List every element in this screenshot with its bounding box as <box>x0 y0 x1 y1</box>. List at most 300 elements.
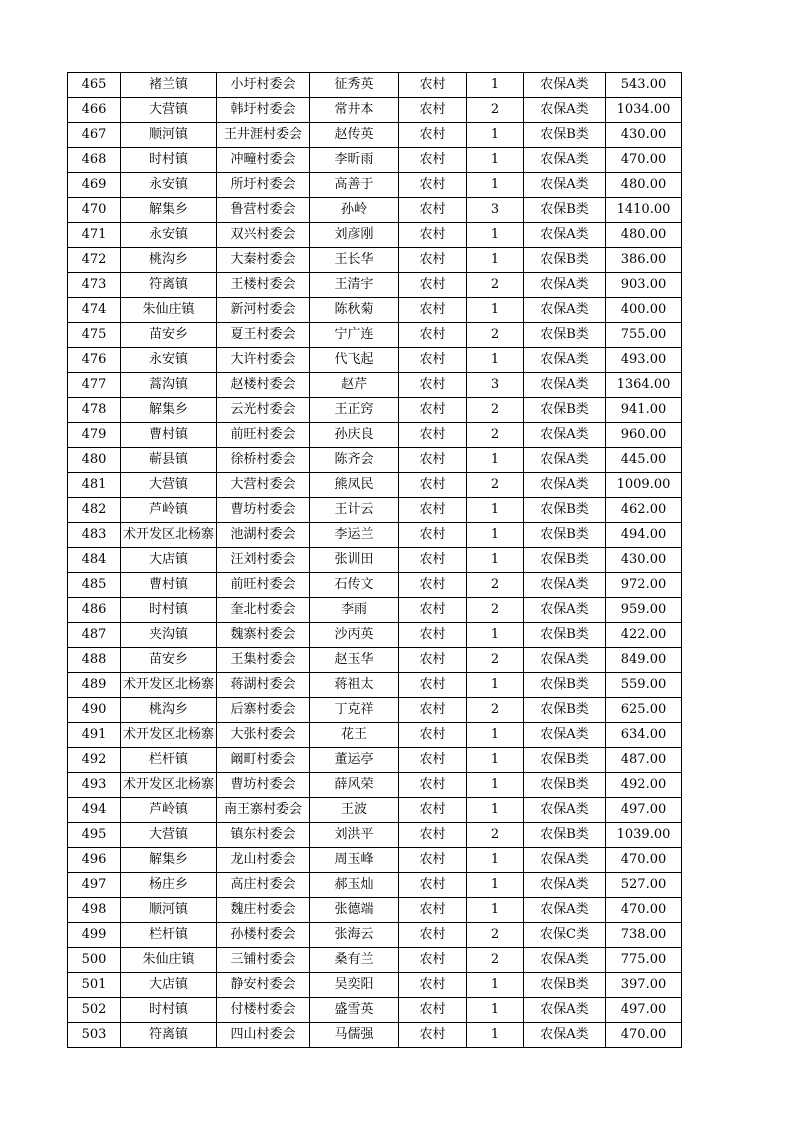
area-cell: 农村 <box>399 973 467 998</box>
area-cell: 农村 <box>399 473 467 498</box>
area-cell: 农村 <box>399 223 467 248</box>
area-cell: 农村 <box>399 398 467 423</box>
area-cell: 农村 <box>399 273 467 298</box>
category-cell: 农保A类 <box>524 1023 606 1048</box>
household-count-cell: 1 <box>467 298 524 323</box>
village-cell: 韩圩村委会 <box>217 98 310 123</box>
area-cell: 农村 <box>399 148 467 173</box>
category-cell: 农保B类 <box>524 123 606 148</box>
row-number: 485 <box>68 573 121 598</box>
village-cell: 王楼村委会 <box>217 273 310 298</box>
name-cell: 陈秋菊 <box>310 298 399 323</box>
household-count-cell: 1 <box>467 723 524 748</box>
village-cell: 鲁营村委会 <box>217 198 310 223</box>
amount-cell: 634.00 <box>606 723 682 748</box>
village-cell: 所圩村委会 <box>217 173 310 198</box>
table-row <box>68 223 682 248</box>
household-count-cell: 1 <box>467 973 524 998</box>
category-cell: 农保A类 <box>524 573 606 598</box>
household-count-cell: 2 <box>467 648 524 673</box>
area-cell: 农村 <box>399 498 467 523</box>
table-row <box>68 423 682 448</box>
household-count-cell: 2 <box>467 823 524 848</box>
category-cell: 农保B类 <box>524 198 606 223</box>
household-count-cell: 1 <box>467 523 524 548</box>
row-number: 465 <box>68 73 121 98</box>
area-cell: 农村 <box>399 198 467 223</box>
village-cell: 大营村委会 <box>217 473 310 498</box>
amount-cell: 470.00 <box>606 898 682 923</box>
township-cell: 术开发区北杨寨 <box>121 673 217 698</box>
name-cell: 宁广连 <box>310 323 399 348</box>
row-number: 478 <box>68 398 121 423</box>
category-cell: 农保A类 <box>524 373 606 398</box>
row-number: 497 <box>68 873 121 898</box>
name-cell: 薛风荣 <box>310 773 399 798</box>
row-number: 486 <box>68 598 121 623</box>
name-cell: 王清宇 <box>310 273 399 298</box>
amount-cell: 960.00 <box>606 423 682 448</box>
table-row <box>68 598 682 623</box>
row-number: 477 <box>68 373 121 398</box>
village-cell: 四山村委会 <box>217 1023 310 1048</box>
table-row <box>68 273 682 298</box>
township-cell: 大店镇 <box>121 548 217 573</box>
row-number: 471 <box>68 223 121 248</box>
township-cell: 蒿沟镇 <box>121 373 217 398</box>
village-cell: 新河村委会 <box>217 298 310 323</box>
category-cell: 农保B类 <box>524 698 606 723</box>
village-cell: 后寨村委会 <box>217 698 310 723</box>
area-cell: 农村 <box>399 73 467 98</box>
area-cell: 农村 <box>399 998 467 1023</box>
village-cell: 汪刘村委会 <box>217 548 310 573</box>
amount-cell: 493.00 <box>606 348 682 373</box>
household-count-cell: 1 <box>467 173 524 198</box>
amount-cell: 462.00 <box>606 498 682 523</box>
amount-cell: 494.00 <box>606 523 682 548</box>
village-cell: 奎北村委会 <box>217 598 310 623</box>
township-cell: 永安镇 <box>121 348 217 373</box>
table-row <box>68 173 682 198</box>
table-row <box>68 498 682 523</box>
village-cell: 大张村委会 <box>217 723 310 748</box>
area-cell: 农村 <box>399 873 467 898</box>
area-cell: 农村 <box>399 698 467 723</box>
village-cell: 镇东村委会 <box>217 823 310 848</box>
village-cell: 冲疃村委会 <box>217 148 310 173</box>
township-cell: 栏杆镇 <box>121 923 217 948</box>
township-cell: 栏杆镇 <box>121 748 217 773</box>
area-cell: 农村 <box>399 248 467 273</box>
row-number: 476 <box>68 348 121 373</box>
amount-cell: 941.00 <box>606 398 682 423</box>
village-cell: 徐桥村委会 <box>217 448 310 473</box>
category-cell: 农保A类 <box>524 723 606 748</box>
category-cell: 农保A类 <box>524 273 606 298</box>
amount-cell: 497.00 <box>606 998 682 1023</box>
name-cell: 郝玉灿 <box>310 873 399 898</box>
area-cell: 农村 <box>399 898 467 923</box>
table-row <box>68 323 682 348</box>
township-cell: 芦岭镇 <box>121 798 217 823</box>
name-cell: 李雨 <box>310 598 399 623</box>
township-cell: 曹村镇 <box>121 573 217 598</box>
name-cell: 王计云 <box>310 498 399 523</box>
household-count-cell: 1 <box>467 498 524 523</box>
table-row <box>68 898 682 923</box>
name-cell: 赵玉华 <box>310 648 399 673</box>
household-count-cell: 1 <box>467 623 524 648</box>
area-cell: 农村 <box>399 323 467 348</box>
table-row <box>68 248 682 273</box>
table-row <box>68 873 682 898</box>
township-cell: 术开发区北杨寨 <box>121 523 217 548</box>
amount-cell: 959.00 <box>606 598 682 623</box>
name-cell: 花王 <box>310 723 399 748</box>
amount-cell: 492.00 <box>606 773 682 798</box>
township-cell: 桃沟乡 <box>121 248 217 273</box>
township-cell: 褚兰镇 <box>121 73 217 98</box>
village-cell: 王集村委会 <box>217 648 310 673</box>
amount-cell: 430.00 <box>606 548 682 573</box>
area-cell: 农村 <box>399 723 467 748</box>
household-count-cell: 2 <box>467 423 524 448</box>
category-cell: 农保B类 <box>524 748 606 773</box>
township-cell: 术开发区北杨寨 <box>121 773 217 798</box>
area-cell: 农村 <box>399 773 467 798</box>
row-number: 495 <box>68 823 121 848</box>
township-cell: 顺河镇 <box>121 123 217 148</box>
row-number: 470 <box>68 198 121 223</box>
row-number: 491 <box>68 723 121 748</box>
category-cell: 农保A类 <box>524 948 606 973</box>
township-cell: 朱仙庄镇 <box>121 948 217 973</box>
village-cell: 龙山村委会 <box>217 848 310 873</box>
table-row <box>68 573 682 598</box>
amount-cell: 755.00 <box>606 323 682 348</box>
amount-cell: 559.00 <box>606 673 682 698</box>
table-row <box>68 373 682 398</box>
row-number: 472 <box>68 248 121 273</box>
category-cell: 农保B类 <box>524 498 606 523</box>
table-row <box>68 123 682 148</box>
household-count-cell: 1 <box>467 748 524 773</box>
household-count-cell: 1 <box>467 348 524 373</box>
village-cell: 曹坊村委会 <box>217 498 310 523</box>
area-cell: 农村 <box>399 598 467 623</box>
category-cell: 农保A类 <box>524 898 606 923</box>
amount-cell: 1364.00 <box>606 373 682 398</box>
table-row <box>68 1023 682 1048</box>
row-number: 500 <box>68 948 121 973</box>
row-number: 466 <box>68 98 121 123</box>
household-count-cell: 2 <box>467 698 524 723</box>
table-row <box>68 198 682 223</box>
table-row <box>68 523 682 548</box>
name-cell: 吴奕阳 <box>310 973 399 998</box>
township-cell: 大营镇 <box>121 98 217 123</box>
category-cell: 农保A类 <box>524 173 606 198</box>
household-count-cell: 1 <box>467 1023 524 1048</box>
area-cell: 农村 <box>399 748 467 773</box>
amount-cell: 775.00 <box>606 948 682 973</box>
category-cell: 农保B类 <box>524 523 606 548</box>
area-cell: 农村 <box>399 298 467 323</box>
amount-cell: 738.00 <box>606 923 682 948</box>
records-table <box>67 72 682 1048</box>
village-cell: 大许村委会 <box>217 348 310 373</box>
area-cell: 农村 <box>399 1023 467 1048</box>
amount-cell: 1034.00 <box>606 98 682 123</box>
name-cell: 常井本 <box>310 98 399 123</box>
name-cell: 征秀英 <box>310 73 399 98</box>
row-number: 496 <box>68 848 121 873</box>
table-row <box>68 973 682 998</box>
category-cell: 农保A类 <box>524 73 606 98</box>
row-number: 498 <box>68 898 121 923</box>
township-cell: 朱仙庄镇 <box>121 298 217 323</box>
amount-cell: 430.00 <box>606 123 682 148</box>
township-cell: 苗安乡 <box>121 323 217 348</box>
row-number: 475 <box>68 323 121 348</box>
name-cell: 陈齐会 <box>310 448 399 473</box>
household-count-cell: 2 <box>467 98 524 123</box>
township-cell: 蕲县镇 <box>121 448 217 473</box>
village-cell: 小圩村委会 <box>217 73 310 98</box>
name-cell: 张德端 <box>310 898 399 923</box>
amount-cell: 543.00 <box>606 73 682 98</box>
category-cell: 农保C类 <box>524 923 606 948</box>
row-number: 493 <box>68 773 121 798</box>
category-cell: 农保B类 <box>524 548 606 573</box>
area-cell: 农村 <box>399 623 467 648</box>
row-number: 481 <box>68 473 121 498</box>
township-cell: 永安镇 <box>121 173 217 198</box>
area-cell: 农村 <box>399 923 467 948</box>
area-cell: 农村 <box>399 373 467 398</box>
household-count-cell: 1 <box>467 673 524 698</box>
category-cell: 农保B类 <box>524 773 606 798</box>
table-row <box>68 98 682 123</box>
category-cell: 农保B类 <box>524 823 606 848</box>
township-cell: 芦岭镇 <box>121 498 217 523</box>
household-count-cell: 3 <box>467 198 524 223</box>
category-cell: 农保A类 <box>524 998 606 1023</box>
table-row <box>68 73 682 98</box>
amount-cell: 470.00 <box>606 848 682 873</box>
area-cell: 农村 <box>399 173 467 198</box>
category-cell: 农保A类 <box>524 448 606 473</box>
table-row <box>68 298 682 323</box>
row-number: 482 <box>68 498 121 523</box>
name-cell: 高善于 <box>310 173 399 198</box>
township-cell: 大营镇 <box>121 823 217 848</box>
amount-cell: 1410.00 <box>606 198 682 223</box>
category-cell: 农保B类 <box>524 623 606 648</box>
table-row <box>68 998 682 1023</box>
row-number: 494 <box>68 798 121 823</box>
household-count-cell: 1 <box>467 123 524 148</box>
area-cell: 农村 <box>399 123 467 148</box>
household-count-cell: 2 <box>467 323 524 348</box>
category-cell: 农保A类 <box>524 473 606 498</box>
row-number: 501 <box>68 973 121 998</box>
township-cell: 符离镇 <box>121 1023 217 1048</box>
village-cell: 南王寨村委会 <box>217 798 310 823</box>
row-number: 480 <box>68 448 121 473</box>
amount-cell: 480.00 <box>606 223 682 248</box>
household-count-cell: 2 <box>467 598 524 623</box>
township-cell: 曹村镇 <box>121 423 217 448</box>
township-cell: 时村镇 <box>121 998 217 1023</box>
table-row <box>68 698 682 723</box>
row-number: 490 <box>68 698 121 723</box>
household-count-cell: 2 <box>467 948 524 973</box>
household-count-cell: 1 <box>467 848 524 873</box>
table-row <box>68 798 682 823</box>
township-cell: 术开发区北杨寨 <box>121 723 217 748</box>
row-number: 487 <box>68 623 121 648</box>
name-cell: 张海云 <box>310 923 399 948</box>
amount-cell: 1009.00 <box>606 473 682 498</box>
household-count-cell: 1 <box>467 798 524 823</box>
name-cell: 蒋祖太 <box>310 673 399 698</box>
area-cell: 农村 <box>399 848 467 873</box>
category-cell: 农保A类 <box>524 598 606 623</box>
village-cell: 静安村委会 <box>217 973 310 998</box>
township-cell: 夹沟镇 <box>121 623 217 648</box>
village-cell: 前旺村委会 <box>217 573 310 598</box>
household-count-cell: 1 <box>467 448 524 473</box>
amount-cell: 903.00 <box>606 273 682 298</box>
category-cell: 农保B类 <box>524 248 606 273</box>
township-cell: 时村镇 <box>121 598 217 623</box>
row-number: 483 <box>68 523 121 548</box>
household-count-cell: 1 <box>467 548 524 573</box>
category-cell: 农保B类 <box>524 398 606 423</box>
name-cell: 沙丙英 <box>310 623 399 648</box>
category-cell: 农保A类 <box>524 98 606 123</box>
category-cell: 农保A类 <box>524 648 606 673</box>
household-count-cell: 1 <box>467 998 524 1023</box>
name-cell: 王正窍 <box>310 398 399 423</box>
village-cell: 高庄村委会 <box>217 873 310 898</box>
household-count-cell: 1 <box>467 223 524 248</box>
amount-cell: 470.00 <box>606 1023 682 1048</box>
area-cell: 农村 <box>399 823 467 848</box>
table-row <box>68 948 682 973</box>
row-number: 474 <box>68 298 121 323</box>
village-cell: 付楼村委会 <box>217 998 310 1023</box>
category-cell: 农保B类 <box>524 673 606 698</box>
category-cell: 农保A类 <box>524 848 606 873</box>
name-cell: 石传文 <box>310 573 399 598</box>
township-cell: 杨庄乡 <box>121 873 217 898</box>
name-cell: 李运兰 <box>310 523 399 548</box>
table-row <box>68 648 682 673</box>
table-row <box>68 848 682 873</box>
village-cell: 池湖村委会 <box>217 523 310 548</box>
household-count-cell: 1 <box>467 873 524 898</box>
amount-cell: 487.00 <box>606 748 682 773</box>
township-cell: 大店镇 <box>121 973 217 998</box>
area-cell: 农村 <box>399 548 467 573</box>
area-cell: 农村 <box>399 523 467 548</box>
village-cell: 魏庄村委会 <box>217 898 310 923</box>
name-cell: 孙岭 <box>310 198 399 223</box>
name-cell: 刘洪平 <box>310 823 399 848</box>
table-row <box>68 148 682 173</box>
name-cell: 赵传英 <box>310 123 399 148</box>
township-cell: 大营镇 <box>121 473 217 498</box>
row-number: 468 <box>68 148 121 173</box>
household-count-cell: 1 <box>467 898 524 923</box>
table-row <box>68 623 682 648</box>
household-count-cell: 1 <box>467 248 524 273</box>
amount-cell: 1039.00 <box>606 823 682 848</box>
household-count-cell: 2 <box>467 573 524 598</box>
row-number: 502 <box>68 998 121 1023</box>
table-row <box>68 448 682 473</box>
row-number: 469 <box>68 173 121 198</box>
name-cell: 董运亭 <box>310 748 399 773</box>
village-cell: 魏寨村委会 <box>217 623 310 648</box>
category-cell: 农保B类 <box>524 323 606 348</box>
category-cell: 农保B类 <box>524 973 606 998</box>
row-number: 488 <box>68 648 121 673</box>
area-cell: 农村 <box>399 673 467 698</box>
category-cell: 农保A类 <box>524 348 606 373</box>
category-cell: 农保A类 <box>524 223 606 248</box>
table-row <box>68 548 682 573</box>
amount-cell: 386.00 <box>606 248 682 273</box>
household-count-cell: 2 <box>467 273 524 298</box>
name-cell: 赵芹 <box>310 373 399 398</box>
amount-cell: 625.00 <box>606 698 682 723</box>
village-cell: 孙楼村委会 <box>217 923 310 948</box>
village-cell: 赵楼村委会 <box>217 373 310 398</box>
records-body <box>68 73 682 1048</box>
area-cell: 农村 <box>399 448 467 473</box>
name-cell: 代飞起 <box>310 348 399 373</box>
village-cell: 大秦村委会 <box>217 248 310 273</box>
township-cell: 解集乡 <box>121 848 217 873</box>
township-cell: 顺河镇 <box>121 898 217 923</box>
category-cell: 农保A类 <box>524 298 606 323</box>
table-row <box>68 773 682 798</box>
category-cell: 农保A类 <box>524 873 606 898</box>
township-cell: 解集乡 <box>121 198 217 223</box>
table-row <box>68 473 682 498</box>
township-cell: 桃沟乡 <box>121 698 217 723</box>
area-cell: 农村 <box>399 573 467 598</box>
township-cell: 永安镇 <box>121 223 217 248</box>
name-cell: 马儒强 <box>310 1023 399 1048</box>
township-cell: 时村镇 <box>121 148 217 173</box>
category-cell: 农保A类 <box>524 148 606 173</box>
amount-cell: 972.00 <box>606 573 682 598</box>
table-row <box>68 748 682 773</box>
table-row <box>68 398 682 423</box>
row-number: 503 <box>68 1023 121 1048</box>
row-number: 489 <box>68 673 121 698</box>
township-cell: 符离镇 <box>121 273 217 298</box>
row-number: 499 <box>68 923 121 948</box>
row-number: 484 <box>68 548 121 573</box>
amount-cell: 497.00 <box>606 798 682 823</box>
name-cell: 刘彦刚 <box>310 223 399 248</box>
